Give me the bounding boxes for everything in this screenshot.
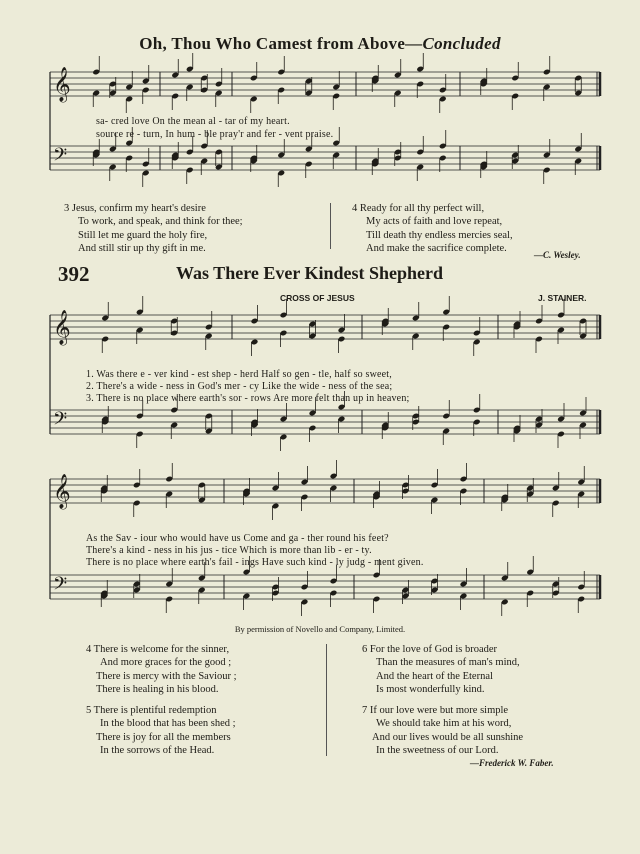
hymn2-author: —Frederick W. Faber. xyxy=(470,758,554,768)
hymn1-verse4: 4 Ready for all thy perfect will, My acts of faith and love repeat, Till death thy endless mercies seal, And make the sacrifice complete. xyxy=(352,203,513,254)
treble-clef: 𝄞 xyxy=(53,67,71,102)
hymn2-verse4: 4 There is welcome for the sinner, And more graces for the good ; There is mercy with the Saviour ; There is healing in his blood. xyxy=(86,644,237,695)
tune-name: CROSS OF JESUS xyxy=(280,293,355,303)
hymn2-s2-line2: There's a kind - ness in his jus - tice Which is more than lib - er - ty. xyxy=(86,545,372,556)
verse-divider-2 xyxy=(326,644,327,756)
hymn2-s1-line1: 1. Was there e - ver kind - est shep - herd Half so gen - tle, half so sweet, xyxy=(86,369,392,380)
treble-clef: 𝄞 xyxy=(53,310,71,345)
bass-clef: 𝄢 xyxy=(53,145,68,170)
hymn1-verse3: 3 Jesus, confirm my heart's desire To work, and speak, and think for thee; Still let me guard the holy fire, And still stir up thy gift in me. xyxy=(64,203,243,254)
hymn2-verse5: 5 There is plentiful redemption In the blood that has been shed ; There is joy for all the members In the sorrows of the Head. xyxy=(86,705,236,756)
composer-name: J. STAINER. xyxy=(538,293,587,303)
hymn2-verse6: 6 For the love of God is broader Than the measures of man's mind, And the heart of the Eternal Is most wonderfully kind. xyxy=(362,644,520,695)
hymn2-verse7: 7 If our love were but more simple We should take him at his word, And our lives would be all sunshine In the sweetness of our Lord. xyxy=(362,705,524,756)
hymn1-lyric-line1: sa- cred love On the mean al - tar of my heart. xyxy=(96,116,290,127)
verse-divider xyxy=(330,203,331,249)
hymn1-lyric-line2: source re - turn, In hum - ble pray'r and fer - vent praise. xyxy=(96,129,334,140)
hymn-number: 392 xyxy=(58,262,90,286)
hymn1-author: —C. Wesley. xyxy=(534,250,581,260)
treble-clef: 𝄞 xyxy=(53,474,71,509)
permission-note: By permission of Novello and Company, Limited. xyxy=(234,624,406,634)
hymn2-s2-line1: As the Sav - iour who would have us Come and ga - ther round his feet? xyxy=(86,533,389,544)
hymn2-s1-line3: 3. There is no place where earth's sor - rows Are more felt than up in heaven; xyxy=(86,393,410,404)
bass-clef: 𝄢 xyxy=(53,409,68,434)
hymn2-s2-line3: There is no place where earth's fail - ings Have such kind - ly judg - ment given. xyxy=(86,557,424,568)
hymn1-title: Oh, Thou Who Camest from Above—Concluded xyxy=(139,34,501,53)
bass-clef: 𝄢 xyxy=(53,574,68,599)
hymn2-title: Was There Ever Kindest Shepherd xyxy=(176,263,444,283)
hymn2-s1-line2: 2. There's a wide - ness in God's mer - cy Like the wide - ness of the sea; xyxy=(86,381,393,392)
